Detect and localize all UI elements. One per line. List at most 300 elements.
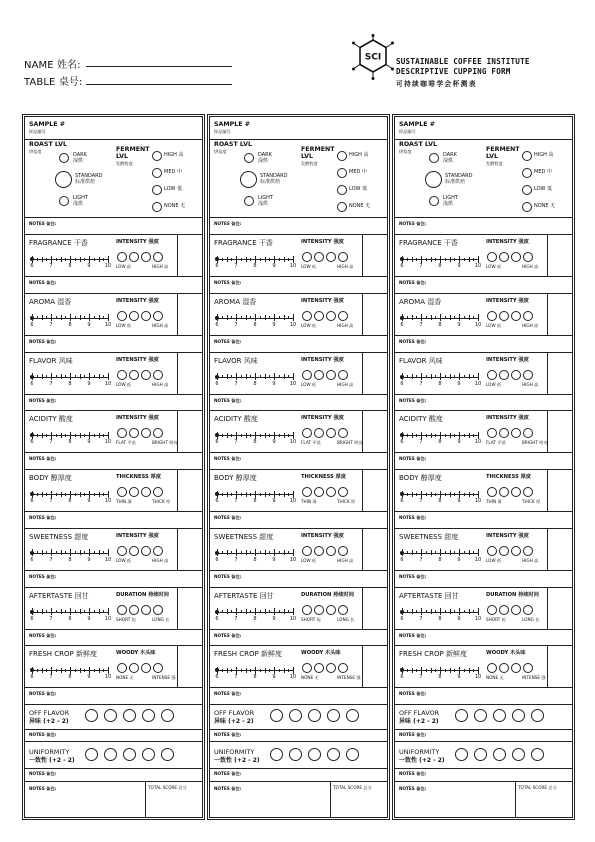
intensity-option[interactable] <box>511 370 521 380</box>
ferment-low-option[interactable] <box>522 185 532 195</box>
ferment-high-option[interactable] <box>152 151 162 161</box>
scale-number: 8 <box>438 321 442 328</box>
score-scale[interactable] <box>29 254 111 268</box>
intensity-low-label: NONE 无 <box>116 675 134 681</box>
score-scale[interactable] <box>29 548 111 562</box>
intensity-option[interactable] <box>523 487 533 497</box>
intensity-high-label: HIGH 高 <box>522 381 539 387</box>
scale-tick <box>51 256 52 263</box>
ferment-med-option[interactable] <box>152 168 162 178</box>
intensity-option[interactable] <box>153 487 163 497</box>
score-option[interactable] <box>531 748 544 761</box>
intensity-option[interactable] <box>141 252 151 262</box>
intensity-option[interactable] <box>302 252 312 262</box>
roast-dark-option[interactable] <box>59 153 69 163</box>
score-option[interactable] <box>289 709 302 722</box>
intensity-option[interactable] <box>523 370 533 380</box>
intensity-option[interactable] <box>326 370 336 380</box>
ferment-med-option[interactable] <box>522 168 532 178</box>
score-option[interactable] <box>308 709 321 722</box>
attribute-section <box>25 352 202 412</box>
score-scale[interactable] <box>399 665 481 679</box>
intensity-option[interactable] <box>314 546 324 556</box>
roast-dark-option[interactable] <box>429 153 439 163</box>
score-scale[interactable] <box>399 430 481 444</box>
intensity-option[interactable] <box>523 546 533 556</box>
score-scale[interactable] <box>29 313 111 327</box>
intensity-option[interactable] <box>129 428 139 438</box>
scale-number: 10 <box>474 380 482 387</box>
intensity-option[interactable] <box>302 311 312 321</box>
intensity-option[interactable] <box>153 252 163 262</box>
intensity-option[interactable] <box>117 487 127 497</box>
intensity-high-label: HIGH 高 <box>337 557 354 563</box>
intensity-option[interactable] <box>117 252 127 262</box>
scale-tick <box>450 433 451 438</box>
score-option[interactable] <box>327 709 340 722</box>
intensity-option[interactable] <box>153 370 163 380</box>
intensity-option[interactable] <box>141 605 151 615</box>
intensity-option[interactable] <box>314 663 324 673</box>
scale-tick <box>445 610 446 613</box>
intensity-option[interactable] <box>117 605 127 615</box>
scale-tick <box>56 258 57 261</box>
intensity-option[interactable] <box>129 605 139 615</box>
scale-tick <box>402 256 403 263</box>
intensity-low-label: THIN 薄 <box>301 499 317 504</box>
scale-number: 6 <box>215 380 219 387</box>
scale-tick <box>217 432 218 439</box>
scale-tick <box>402 314 403 321</box>
intensity-option[interactable] <box>141 546 151 556</box>
intensity-option[interactable] <box>314 311 324 321</box>
intensity-option[interactable] <box>487 252 497 262</box>
score-scale[interactable] <box>214 430 296 444</box>
intensity-option[interactable] <box>511 311 521 321</box>
scale-number: 9 <box>457 674 461 681</box>
scale-tick <box>407 551 408 554</box>
attribute-intensity-label: INTENSITY 强度 <box>301 239 344 245</box>
attribute-name: FRESH CROP 新鲜度 <box>29 650 97 659</box>
score-scale[interactable] <box>29 607 111 621</box>
intensity-option[interactable] <box>153 311 163 321</box>
score-option[interactable] <box>308 748 321 761</box>
intensity-option[interactable] <box>129 663 139 673</box>
scale-number: 10 <box>289 439 297 446</box>
intensity-option[interactable] <box>314 487 324 497</box>
roast-label-cn: 烘焙度 <box>29 149 42 154</box>
attribute-intensity-label: INTENSITY 强度 <box>301 356 344 363</box>
scale-tick <box>70 256 71 263</box>
intensity-option[interactable] <box>511 428 521 438</box>
sample-notes-label: NOTES 备注: <box>214 221 242 226</box>
intensity-option[interactable] <box>338 370 348 380</box>
score-scale[interactable] <box>214 313 296 327</box>
scale-tick <box>445 551 446 554</box>
scale-tick <box>440 549 441 556</box>
attribute-intensity-label: DURATION 持续时间 <box>301 591 354 598</box>
score-option[interactable] <box>161 709 174 722</box>
score-option[interactable] <box>455 748 468 761</box>
score-scale[interactable] <box>214 665 296 679</box>
score-scale[interactable] <box>214 607 296 621</box>
scale-tick <box>89 373 90 380</box>
intensity-option[interactable] <box>326 487 336 497</box>
score-option[interactable] <box>104 748 117 761</box>
score-option[interactable] <box>327 748 340 761</box>
scale-tick <box>236 314 237 321</box>
attribute-name: FLAVOR 风味 <box>29 356 73 365</box>
scale-tick <box>89 608 90 615</box>
name-field[interactable] <box>86 66 232 67</box>
score-option[interactable] <box>104 709 117 722</box>
scale-tick <box>402 491 403 498</box>
intensity-option[interactable] <box>499 663 509 673</box>
scale-tick <box>265 257 266 262</box>
intensity-option[interactable] <box>129 487 139 497</box>
intensity-option[interactable] <box>129 370 139 380</box>
intensity-option[interactable] <box>338 663 348 673</box>
scale-tick <box>222 493 223 496</box>
intensity-low-label: LOW 低 <box>301 381 317 387</box>
institute-name: SUSTAINABLE COFFEE INSTITUTE <box>396 57 530 66</box>
intensity-option[interactable] <box>326 605 336 615</box>
intensity-option[interactable] <box>302 546 312 556</box>
intensity-option[interactable] <box>499 546 509 556</box>
attribute-section <box>25 587 202 647</box>
score-option[interactable] <box>455 709 468 722</box>
score-scale[interactable] <box>399 313 481 327</box>
scale-tick <box>51 667 52 674</box>
scale-tick <box>108 432 109 439</box>
intensity-option[interactable] <box>314 370 324 380</box>
score-scale[interactable] <box>399 548 481 562</box>
score-scale[interactable] <box>214 372 296 386</box>
scale-tick <box>454 258 455 261</box>
score-option[interactable] <box>493 748 506 761</box>
attribute-intensity-label: INTENSITY 强度 <box>116 297 159 304</box>
scale-tick <box>94 316 95 319</box>
ferment-none-option[interactable] <box>522 202 532 212</box>
attribute-section <box>25 234 202 294</box>
scale-tick <box>227 492 228 497</box>
intensity-option[interactable] <box>487 663 497 673</box>
scale-number: 9 <box>272 380 276 387</box>
score-option[interactable] <box>270 709 283 722</box>
table-field[interactable] <box>86 84 232 85</box>
scale-tick <box>94 551 95 554</box>
scale-tick <box>227 668 228 673</box>
roast-label: ROAST LVL <box>399 141 437 148</box>
intensity-option[interactable] <box>338 605 348 615</box>
attribute-section <box>395 410 572 470</box>
scale-tick <box>469 433 470 438</box>
score-option[interactable] <box>123 748 136 761</box>
sample-label: SAMPLE # <box>214 121 251 128</box>
scale-tick <box>288 316 289 319</box>
intensity-low-label: NONE 无 <box>301 675 319 681</box>
scale-number: 10 <box>474 615 482 622</box>
intensity-option[interactable] <box>153 428 163 438</box>
scale-tick <box>94 375 95 378</box>
intensity-option[interactable] <box>338 428 348 438</box>
score-scale[interactable] <box>29 372 111 386</box>
roast-standard-option[interactable] <box>425 171 442 188</box>
intensity-option[interactable] <box>487 370 497 380</box>
scale-number: 9 <box>457 380 461 387</box>
roast-light-option[interactable] <box>429 196 439 206</box>
attribute-intensity-label: DURATION 持续时间 <box>116 591 169 598</box>
scale-tick <box>70 432 71 439</box>
intensity-high-label: THICK 厚 <box>152 499 171 504</box>
score-scale[interactable] <box>29 430 111 444</box>
roast-standard-option[interactable] <box>240 171 257 188</box>
intensity-option[interactable] <box>117 311 127 321</box>
intensity-high-label: THICK 厚 <box>522 499 541 504</box>
intensity-option[interactable] <box>153 663 163 673</box>
intensity-option[interactable] <box>302 663 312 673</box>
ferment-none-option[interactable] <box>337 202 347 212</box>
roast-light-option[interactable] <box>59 196 69 206</box>
score-scale[interactable] <box>29 665 111 679</box>
scale-number: 8 <box>68 263 72 269</box>
ferment-high-option[interactable] <box>337 151 347 161</box>
intensity-option[interactable] <box>302 605 312 615</box>
intensity-option[interactable] <box>523 605 533 615</box>
ferment-high-option[interactable] <box>522 151 532 161</box>
intensity-option[interactable] <box>338 546 348 556</box>
score-scale[interactable] <box>29 489 111 503</box>
intensity-option[interactable] <box>326 663 336 673</box>
scale-number: 6 <box>30 498 34 504</box>
scale-number: 7 <box>49 380 53 387</box>
scale-tick <box>255 549 256 556</box>
attribute-notes-label: NOTES 备注: <box>399 397 427 403</box>
intensity-option[interactable] <box>499 428 509 438</box>
scale-tick <box>32 549 33 556</box>
intensity-option[interactable] <box>117 370 127 380</box>
intensity-option[interactable] <box>141 487 151 497</box>
intensity-option[interactable] <box>326 252 336 262</box>
scale-tick <box>469 257 470 262</box>
score-option[interactable] <box>346 748 359 761</box>
score-option[interactable] <box>85 748 98 761</box>
attribute-section <box>210 528 387 588</box>
attribute-notes-label: NOTES 备注: <box>399 632 427 638</box>
ferment-none-label: NONE 无 <box>534 203 556 209</box>
scale-tick <box>459 373 460 380</box>
scale-tick <box>227 550 228 555</box>
score-scale[interactable] <box>399 254 481 268</box>
intensity-option[interactable] <box>487 487 497 497</box>
sample-section <box>25 117 202 235</box>
scale-tick <box>46 669 47 672</box>
scale-tick <box>46 258 47 261</box>
intensity-low-label: SHORT 短 <box>301 616 321 622</box>
score-scale[interactable] <box>399 607 481 621</box>
intensity-option[interactable] <box>523 428 533 438</box>
intensity-option[interactable] <box>499 605 509 615</box>
score-option[interactable] <box>142 748 155 761</box>
intensity-option[interactable] <box>129 252 139 262</box>
ferment-low-option[interactable] <box>152 185 162 195</box>
intensity-option[interactable] <box>487 311 497 321</box>
intensity-option[interactable] <box>141 663 151 673</box>
intensity-option[interactable] <box>302 370 312 380</box>
scale-tick <box>402 608 403 615</box>
intensity-option[interactable] <box>499 252 509 262</box>
score-scale[interactable] <box>214 489 296 503</box>
intensity-option[interactable] <box>314 605 324 615</box>
intensity-option[interactable] <box>141 428 151 438</box>
scale-tick <box>421 373 422 380</box>
intensity-option[interactable] <box>511 546 521 556</box>
intensity-option[interactable] <box>141 311 151 321</box>
scale-tick <box>454 669 455 672</box>
intensity-option[interactable] <box>511 605 521 615</box>
score-option[interactable] <box>493 709 506 722</box>
attribute-intensity-label: DURATION 持续时间 <box>486 591 539 598</box>
uniformity-range: 一致性 (+2 - 2) <box>29 757 75 764</box>
intensity-option[interactable] <box>129 546 139 556</box>
attribute-section <box>395 645 572 705</box>
score-option[interactable] <box>142 709 155 722</box>
roast-light-option[interactable] <box>244 196 254 206</box>
score-option[interactable] <box>123 709 136 722</box>
intensity-option[interactable] <box>314 252 324 262</box>
scale-tick <box>255 432 256 439</box>
intensity-option[interactable] <box>338 487 348 497</box>
scale-tick <box>84 610 85 613</box>
score-scale[interactable] <box>214 254 296 268</box>
scale-tick <box>274 432 275 439</box>
intensity-high-label: HIGH 高 <box>337 322 354 328</box>
scale-tick <box>464 493 465 496</box>
scale-tick <box>75 551 76 554</box>
intensity-option[interactable] <box>326 546 336 556</box>
score-option[interactable] <box>474 748 487 761</box>
score-scale[interactable] <box>399 372 481 386</box>
intensity-option[interactable] <box>326 311 336 321</box>
intensity-option[interactable] <box>314 428 324 438</box>
scale-number: 10 <box>104 498 112 504</box>
scale-tick <box>464 258 465 261</box>
scale-tick <box>464 669 465 672</box>
score-option[interactable] <box>270 748 283 761</box>
intensity-option[interactable] <box>117 546 127 556</box>
intensity-option[interactable] <box>129 311 139 321</box>
scale-tick <box>241 493 242 496</box>
intensity-option[interactable] <box>338 252 348 262</box>
attribute-name: BODY 醇厚度 <box>29 474 72 482</box>
intensity-option[interactable] <box>487 546 497 556</box>
scale-tick <box>412 257 413 262</box>
scale-tick <box>426 551 427 554</box>
scale-number: 6 <box>400 439 404 446</box>
intensity-option[interactable] <box>499 370 509 380</box>
score-option[interactable] <box>512 748 525 761</box>
scale-tick <box>255 667 256 674</box>
roast-standard-option[interactable] <box>55 171 72 188</box>
scale-number: 7 <box>419 263 423 269</box>
roast-dark-option[interactable] <box>244 153 254 163</box>
scale-number: 8 <box>438 674 442 681</box>
intensity-option[interactable] <box>499 487 509 497</box>
intensity-option[interactable] <box>153 605 163 615</box>
attribute-section <box>210 293 387 353</box>
scale-number: 8 <box>253 263 257 269</box>
score-scale[interactable] <box>214 548 296 562</box>
score-option[interactable] <box>161 748 174 761</box>
scale-number: 6 <box>30 439 34 446</box>
intensity-option[interactable] <box>326 428 336 438</box>
ferment-med-option[interactable] <box>337 168 347 178</box>
score-option[interactable] <box>289 748 302 761</box>
intensity-option[interactable] <box>511 252 521 262</box>
intensity-option[interactable] <box>117 663 127 673</box>
scale-tick <box>293 667 294 674</box>
ferment-none-label: NONE 无 <box>349 203 371 209</box>
attribute-name: AROMA 湿香 <box>399 297 442 306</box>
ferment-none-option[interactable] <box>152 202 162 212</box>
intensity-option[interactable] <box>487 428 497 438</box>
score-option[interactable] <box>85 709 98 722</box>
scale-tick <box>75 258 76 261</box>
intensity-option[interactable] <box>523 663 533 673</box>
scale-tick <box>440 667 441 674</box>
scale-tick <box>42 609 43 614</box>
scale-tick <box>241 434 242 437</box>
attribute-intensity-label: THICKNESS 厚度 <box>116 474 161 480</box>
intensity-option[interactable] <box>153 546 163 556</box>
scale-tick <box>450 374 451 379</box>
intensity-option[interactable] <box>511 487 521 497</box>
ferment-low-option[interactable] <box>337 185 347 195</box>
attribute-intensity-label: THICKNESS 厚度 <box>301 474 346 480</box>
scale-number: 7 <box>234 439 238 446</box>
intensity-option[interactable] <box>499 311 509 321</box>
scale-number: 9 <box>272 321 276 328</box>
intensity-low-label: SHORT 短 <box>486 616 506 622</box>
attribute-section <box>210 234 387 294</box>
intensity-option[interactable] <box>487 605 497 615</box>
scale-tick <box>274 256 275 263</box>
intensity-option[interactable] <box>302 487 312 497</box>
score-option[interactable] <box>346 709 359 722</box>
score-option[interactable] <box>474 709 487 722</box>
intensity-option[interactable] <box>523 311 533 321</box>
attribute-intensity-label: INTENSITY 强度 <box>301 415 344 422</box>
score-option[interactable] <box>531 709 544 722</box>
intensity-option[interactable] <box>338 311 348 321</box>
intensity-option[interactable] <box>511 663 521 673</box>
intensity-option[interactable] <box>141 370 151 380</box>
score-scale[interactable] <box>399 489 481 503</box>
scale-tick <box>431 374 432 379</box>
roast-light-label: LIGHT <box>258 195 273 201</box>
intensity-option[interactable] <box>523 252 533 262</box>
scale-tick <box>99 257 100 262</box>
scale-tick <box>70 667 71 674</box>
intensity-option[interactable] <box>302 428 312 438</box>
intensity-high-label: LONG 长 <box>522 616 540 622</box>
scale-tick <box>459 432 460 439</box>
score-option[interactable] <box>512 709 525 722</box>
scale-tick <box>459 667 460 674</box>
sample-label-cn: 样品编号 <box>399 129 416 134</box>
scale-tick <box>246 433 247 438</box>
intensity-option[interactable] <box>117 428 127 438</box>
